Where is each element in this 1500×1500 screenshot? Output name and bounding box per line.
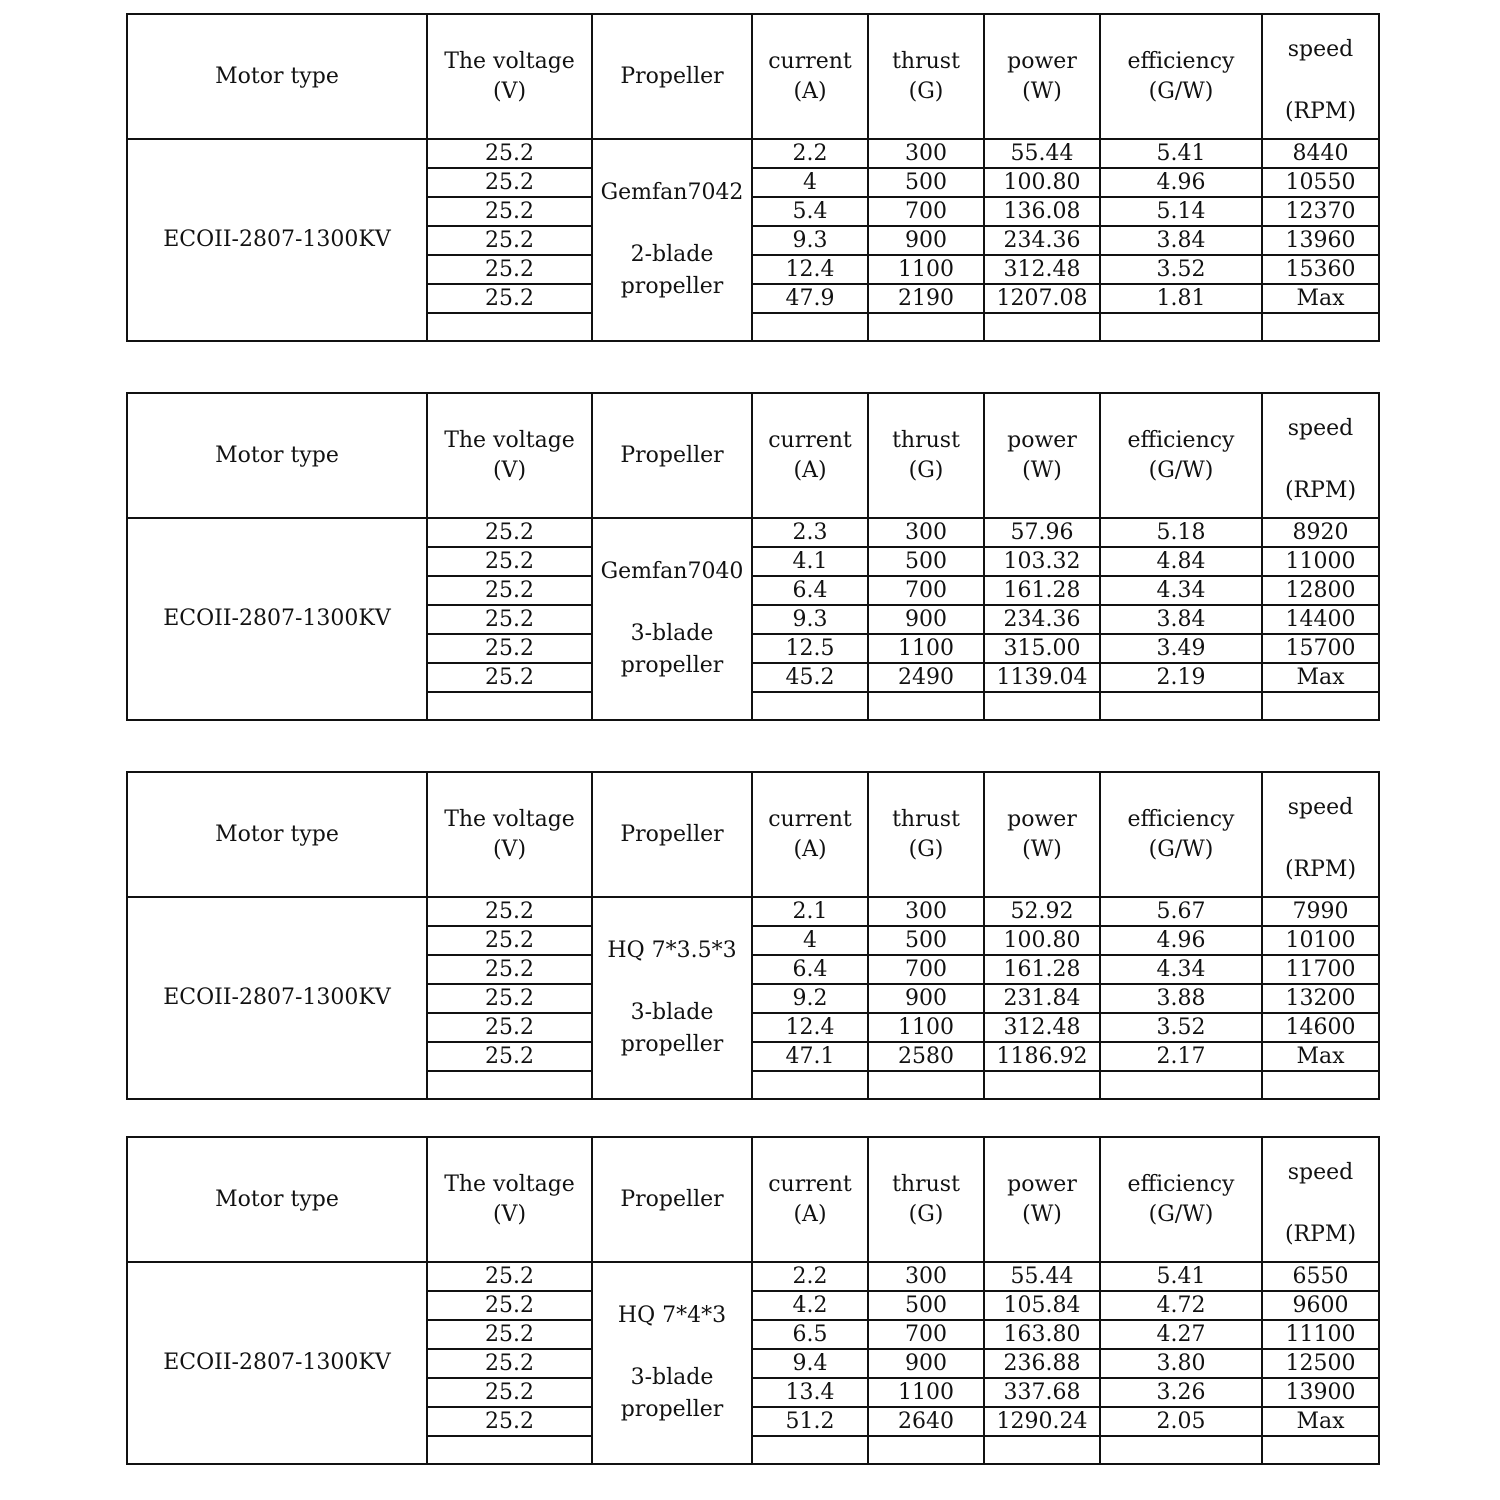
power-cell: 1186.92 (984, 1042, 1100, 1071)
speed-cell: 12370 (1262, 197, 1379, 226)
header-power-label: power (1007, 48, 1077, 74)
header-thrust (868, 393, 984, 518)
efficiency-cell: 5.41 (1100, 1262, 1262, 1291)
efficiency-cell: 5.41 (1100, 139, 1262, 168)
voltage-cell: 25.2 (427, 1262, 592, 1291)
empty-cell (427, 692, 592, 720)
power-cell: 312.48 (984, 1013, 1100, 1042)
efficiency-cell: 2.05 (1100, 1407, 1262, 1436)
speed-cell: 13900 (1262, 1378, 1379, 1407)
voltage-cell: 25.2 (427, 226, 592, 255)
header-motor-type (127, 393, 427, 518)
header-current (752, 1137, 868, 1262)
thrust-cell: 500 (868, 926, 984, 955)
thrust-cell: 1100 (868, 1378, 984, 1407)
header-propeller (592, 14, 752, 139)
empty-cell (752, 1071, 868, 1099)
efficiency-cell: 3.88 (1100, 984, 1262, 1013)
thrust-cell: 2580 (868, 1042, 984, 1071)
thrust-cell: 300 (868, 518, 984, 547)
header-current (752, 393, 868, 518)
performance-table (126, 13, 1380, 342)
current-cell: 9.3 (752, 605, 868, 634)
empty-cell (427, 313, 592, 341)
efficiency-cell: 4.96 (1100, 168, 1262, 197)
empty-cell (868, 313, 984, 341)
header-thrust-unit: (G) (908, 78, 944, 104)
header-power (984, 1137, 1100, 1262)
current-cell: 2.3 (752, 518, 868, 547)
thrust-cell: 1100 (868, 255, 984, 284)
header-motor-type-label: Motor type (215, 1186, 339, 1212)
current-cell: 47.9 (752, 284, 868, 313)
efficiency-cell: 3.80 (1100, 1349, 1262, 1378)
empty-cell (1262, 313, 1379, 341)
propeller-type-label: propeller (620, 1397, 724, 1422)
header-power-unit: (W) (1022, 78, 1062, 104)
empty-cell (868, 1436, 984, 1464)
propeller-cell (592, 518, 752, 720)
thrust-cell: 2640 (868, 1407, 984, 1436)
thrust-cell: 1100 (868, 1013, 984, 1042)
header-row (127, 1137, 1379, 1262)
header-motor-type-label: Motor type (215, 63, 339, 89)
voltage-cell: 25.2 (427, 1349, 592, 1378)
header-voltage (427, 393, 592, 518)
power-cell: 100.80 (984, 168, 1100, 197)
header-voltage-label: The voltage (444, 1171, 575, 1197)
header-motor-type-label: Motor type (215, 442, 339, 468)
voltage-cell: 25.2 (427, 197, 592, 226)
header-voltage (427, 1137, 592, 1262)
empty-cell (868, 692, 984, 720)
efficiency-cell: 2.19 (1100, 663, 1262, 692)
speed-cell: 12800 (1262, 576, 1379, 605)
thrust-cell: 500 (868, 1291, 984, 1320)
efficiency-cell: 2.17 (1100, 1042, 1262, 1071)
current-cell: 12.4 (752, 1013, 868, 1042)
efficiency-cell: 4.96 (1100, 926, 1262, 955)
propeller-blade-type: 3-blade (630, 1000, 714, 1025)
header-propeller-label: Propeller (620, 1186, 724, 1212)
table-row (127, 897, 1379, 926)
performance-table (126, 771, 1380, 1100)
empty-cell (752, 1436, 868, 1464)
header-voltage-unit: (V) (492, 457, 527, 483)
header-thrust-unit: (G) (908, 836, 944, 862)
propeller-type-label: propeller (620, 653, 724, 678)
voltage-cell: 25.2 (427, 897, 592, 926)
empty-cell (868, 1071, 984, 1099)
performance-table (126, 392, 1380, 721)
voltage-cell: 25.2 (427, 576, 592, 605)
current-cell: 12.5 (752, 634, 868, 663)
header-motor-type (127, 1137, 427, 1262)
current-cell: 5.4 (752, 197, 868, 226)
power-cell: 136.08 (984, 197, 1100, 226)
header-thrust (868, 14, 984, 139)
header-current-unit: (A) (793, 836, 827, 862)
speed-cell: 8440 (1262, 139, 1379, 168)
propeller-name: Gemfan7040 (600, 559, 744, 584)
voltage-cell: 25.2 (427, 926, 592, 955)
voltage-cell: 25.2 (427, 1320, 592, 1349)
header-voltage (427, 14, 592, 139)
thrust-cell: 700 (868, 955, 984, 984)
header-speed-unit: (RPM) (1284, 99, 1357, 124)
header-power (984, 14, 1100, 139)
voltage-cell: 25.2 (427, 1291, 592, 1320)
header-power-unit: (W) (1022, 457, 1062, 483)
power-cell: 1207.08 (984, 284, 1100, 313)
thrust-cell: 900 (868, 605, 984, 634)
efficiency-cell: 3.26 (1100, 1378, 1262, 1407)
current-cell: 2.2 (752, 1262, 868, 1291)
thrust-cell: 700 (868, 576, 984, 605)
header-efficiency-unit: (G/W) (1148, 836, 1214, 862)
motor-type-cell: ECOII-2807-1300KV (127, 139, 427, 341)
header-propeller-label: Propeller (620, 821, 724, 847)
motor-type-cell: ECOII-2807-1300KV (127, 1262, 427, 1464)
header-efficiency-label: efficiency (1127, 48, 1235, 74)
speed-cell: 11000 (1262, 547, 1379, 576)
current-cell: 51.2 (752, 1407, 868, 1436)
thrust-cell: 2190 (868, 284, 984, 313)
header-power-label: power (1007, 1171, 1077, 1197)
speed-cell: 13960 (1262, 226, 1379, 255)
propeller-cell (592, 897, 752, 1099)
speed-cell: 10550 (1262, 168, 1379, 197)
power-cell: 161.28 (984, 955, 1100, 984)
voltage-cell: 25.2 (427, 1378, 592, 1407)
speed-cell: 9600 (1262, 1291, 1379, 1320)
current-cell: 6.5 (752, 1320, 868, 1349)
header-speed-unit: (RPM) (1284, 478, 1357, 503)
power-cell: 103.32 (984, 547, 1100, 576)
header-thrust-label: thrust (892, 1171, 960, 1197)
power-cell: 57.96 (984, 518, 1100, 547)
header-efficiency (1100, 14, 1262, 139)
header-row (127, 14, 1379, 139)
empty-cell (427, 1071, 592, 1099)
header-voltage-label: The voltage (444, 806, 575, 832)
speed-cell: 14600 (1262, 1013, 1379, 1042)
power-cell: 315.00 (984, 634, 1100, 663)
header-motor-type-label: Motor type (215, 821, 339, 847)
efficiency-cell: 1.81 (1100, 284, 1262, 313)
current-cell: 13.4 (752, 1378, 868, 1407)
current-cell: 2.1 (752, 897, 868, 926)
voltage-cell: 25.2 (427, 984, 592, 1013)
voltage-cell: 25.2 (427, 955, 592, 984)
propeller-name: Gemfan7042 (600, 180, 744, 205)
voltage-cell: 25.2 (427, 255, 592, 284)
power-cell: 163.80 (984, 1320, 1100, 1349)
propeller-blade-type: 3-blade (630, 621, 714, 646)
header-efficiency-unit: (G/W) (1148, 1201, 1214, 1227)
thrust-cell: 500 (868, 168, 984, 197)
voltage-cell: 25.2 (427, 518, 592, 547)
empty-cell (752, 692, 868, 720)
speed-cell: 13200 (1262, 984, 1379, 1013)
efficiency-cell: 5.67 (1100, 897, 1262, 926)
current-cell: 47.1 (752, 1042, 868, 1071)
empty-cell (984, 1071, 1100, 1099)
header-thrust-label: thrust (892, 806, 960, 832)
power-cell: 234.36 (984, 605, 1100, 634)
thrust-cell: 900 (868, 226, 984, 255)
header-row (127, 393, 1379, 518)
speed-cell: 14400 (1262, 605, 1379, 634)
propeller-blade-type: 3-blade (630, 1365, 714, 1390)
efficiency-cell: 4.84 (1100, 547, 1262, 576)
speed-cell: Max (1262, 663, 1379, 692)
propeller-name: HQ 7*4*3 (617, 1303, 727, 1328)
header-propeller (592, 1137, 752, 1262)
voltage-cell: 25.2 (427, 663, 592, 692)
current-cell: 4.2 (752, 1291, 868, 1320)
speed-cell: 15360 (1262, 255, 1379, 284)
current-cell: 45.2 (752, 663, 868, 692)
propeller-type-label: propeller (620, 1032, 724, 1057)
efficiency-cell: 3.84 (1100, 226, 1262, 255)
header-thrust (868, 1137, 984, 1262)
efficiency-cell: 4.34 (1100, 955, 1262, 984)
power-cell: 234.36 (984, 226, 1100, 255)
header-current-unit: (A) (793, 457, 827, 483)
speed-cell: 12500 (1262, 1349, 1379, 1378)
speed-cell: 10100 (1262, 926, 1379, 955)
thrust-cell: 500 (868, 547, 984, 576)
header-efficiency (1100, 772, 1262, 897)
efficiency-cell: 4.27 (1100, 1320, 1262, 1349)
propeller-blade-type: 2-blade (630, 242, 714, 267)
current-cell: 4 (752, 168, 868, 197)
current-cell: 2.2 (752, 139, 868, 168)
empty-cell (1100, 1436, 1262, 1464)
header-row (127, 772, 1379, 897)
speed-cell: 11700 (1262, 955, 1379, 984)
power-cell: 55.44 (984, 1262, 1100, 1291)
power-cell: 161.28 (984, 576, 1100, 605)
header-speed-label: speed (1287, 795, 1354, 820)
thrust-cell: 700 (868, 1320, 984, 1349)
thrust-cell: 300 (868, 1262, 984, 1291)
speed-cell: 6550 (1262, 1262, 1379, 1291)
empty-cell (427, 1436, 592, 1464)
voltage-cell: 25.2 (427, 284, 592, 313)
header-propeller-label: Propeller (620, 63, 724, 89)
header-voltage-label: The voltage (444, 427, 575, 453)
header-speed-unit: (RPM) (1284, 857, 1357, 882)
empty-cell (1100, 313, 1262, 341)
empty-cell (752, 313, 868, 341)
power-cell: 231.84 (984, 984, 1100, 1013)
power-cell: 1139.04 (984, 663, 1100, 692)
power-cell: 236.88 (984, 1349, 1100, 1378)
header-current-label: current (768, 806, 852, 832)
empty-cell (984, 313, 1100, 341)
empty-cell (1262, 692, 1379, 720)
empty-cell (984, 1436, 1100, 1464)
header-speed-unit: (RPM) (1284, 1222, 1357, 1247)
current-cell: 12.4 (752, 255, 868, 284)
efficiency-cell: 4.34 (1100, 576, 1262, 605)
thrust-cell: 300 (868, 139, 984, 168)
current-cell: 6.4 (752, 576, 868, 605)
header-thrust-unit: (G) (908, 1201, 944, 1227)
header-current-unit: (A) (793, 78, 827, 104)
power-cell: 55.44 (984, 139, 1100, 168)
current-cell: 4 (752, 926, 868, 955)
table-row (127, 518, 1379, 547)
voltage-cell: 25.2 (427, 1013, 592, 1042)
header-thrust-label: thrust (892, 427, 960, 453)
empty-cell (1262, 1436, 1379, 1464)
header-current (752, 14, 868, 139)
efficiency-cell: 5.14 (1100, 197, 1262, 226)
header-propeller-label: Propeller (620, 442, 724, 468)
header-voltage-unit: (V) (492, 836, 527, 862)
power-cell: 100.80 (984, 926, 1100, 955)
header-current-label: current (768, 48, 852, 74)
voltage-cell: 25.2 (427, 634, 592, 663)
header-current-label: current (768, 1171, 852, 1197)
header-power-unit: (W) (1022, 836, 1062, 862)
header-current-label: current (768, 427, 852, 453)
efficiency-cell: 4.72 (1100, 1291, 1262, 1320)
header-efficiency-label: efficiency (1127, 806, 1235, 832)
header-power (984, 393, 1100, 518)
speed-cell: Max (1262, 284, 1379, 313)
speed-cell: Max (1262, 1407, 1379, 1436)
voltage-cell: 25.2 (427, 547, 592, 576)
power-cell: 52.92 (984, 897, 1100, 926)
speed-cell: 11100 (1262, 1320, 1379, 1349)
efficiency-cell: 3.52 (1100, 1013, 1262, 1042)
efficiency-cell: 3.52 (1100, 255, 1262, 284)
header-voltage-label: The voltage (444, 48, 575, 74)
propeller-name: HQ 7*3.5*3 (607, 938, 737, 963)
header-power-label: power (1007, 806, 1077, 832)
header-voltage-unit: (V) (492, 1201, 527, 1227)
header-speed-label: speed (1287, 37, 1354, 62)
header-efficiency-unit: (G/W) (1148, 78, 1214, 104)
voltage-cell: 25.2 (427, 1042, 592, 1071)
current-cell: 9.2 (752, 984, 868, 1013)
header-efficiency (1100, 1137, 1262, 1262)
header-current-unit: (A) (793, 1201, 827, 1227)
header-propeller (592, 393, 752, 518)
header-thrust-label: thrust (892, 48, 960, 74)
header-power-unit: (W) (1022, 1201, 1062, 1227)
thrust-cell: 300 (868, 897, 984, 926)
header-efficiency-unit: (G/W) (1148, 457, 1214, 483)
speed-cell: 15700 (1262, 634, 1379, 663)
header-efficiency-label: efficiency (1127, 427, 1235, 453)
thrust-cell: 700 (868, 197, 984, 226)
thrust-cell: 900 (868, 1349, 984, 1378)
table-row (127, 139, 1379, 168)
current-cell: 6.4 (752, 955, 868, 984)
power-cell: 312.48 (984, 255, 1100, 284)
header-speed (1262, 772, 1379, 897)
header-efficiency-label: efficiency (1127, 1171, 1235, 1197)
power-cell: 105.84 (984, 1291, 1100, 1320)
thrust-cell: 900 (868, 984, 984, 1013)
header-speed-label: speed (1287, 1160, 1354, 1185)
header-speed-label: speed (1287, 416, 1354, 441)
performance-table (126, 1136, 1380, 1465)
header-voltage-unit: (V) (492, 78, 527, 104)
voltage-cell: 25.2 (427, 1407, 592, 1436)
voltage-cell: 25.2 (427, 139, 592, 168)
header-thrust (868, 772, 984, 897)
header-speed (1262, 1137, 1379, 1262)
empty-cell (984, 692, 1100, 720)
header-speed (1262, 14, 1379, 139)
speed-cell: 7990 (1262, 897, 1379, 926)
motor-type-cell: ECOII-2807-1300KV (127, 518, 427, 720)
voltage-cell: 25.2 (427, 168, 592, 197)
header-power (984, 772, 1100, 897)
header-motor-type (127, 772, 427, 897)
efficiency-cell: 3.84 (1100, 605, 1262, 634)
power-cell: 1290.24 (984, 1407, 1100, 1436)
table-row (127, 1262, 1379, 1291)
empty-cell (1100, 1071, 1262, 1099)
propeller-cell (592, 139, 752, 341)
voltage-cell: 25.2 (427, 605, 592, 634)
propeller-type-label: propeller (620, 274, 724, 299)
header-current (752, 772, 868, 897)
thrust-cell: 1100 (868, 634, 984, 663)
motor-type-cell: ECOII-2807-1300KV (127, 897, 427, 1099)
power-cell: 337.68 (984, 1378, 1100, 1407)
header-thrust-unit: (G) (908, 457, 944, 483)
current-cell: 9.3 (752, 226, 868, 255)
current-cell: 9.4 (752, 1349, 868, 1378)
header-motor-type (127, 14, 427, 139)
efficiency-cell: 5.18 (1100, 518, 1262, 547)
header-voltage (427, 772, 592, 897)
empty-cell (1262, 1071, 1379, 1099)
propeller-cell (592, 1262, 752, 1464)
efficiency-cell: 3.49 (1100, 634, 1262, 663)
header-propeller (592, 772, 752, 897)
current-cell: 4.1 (752, 547, 868, 576)
header-speed (1262, 393, 1379, 518)
empty-cell (1100, 692, 1262, 720)
header-power-label: power (1007, 427, 1077, 453)
header-efficiency (1100, 393, 1262, 518)
speed-cell: Max (1262, 1042, 1379, 1071)
thrust-cell: 2490 (868, 663, 984, 692)
speed-cell: 8920 (1262, 518, 1379, 547)
